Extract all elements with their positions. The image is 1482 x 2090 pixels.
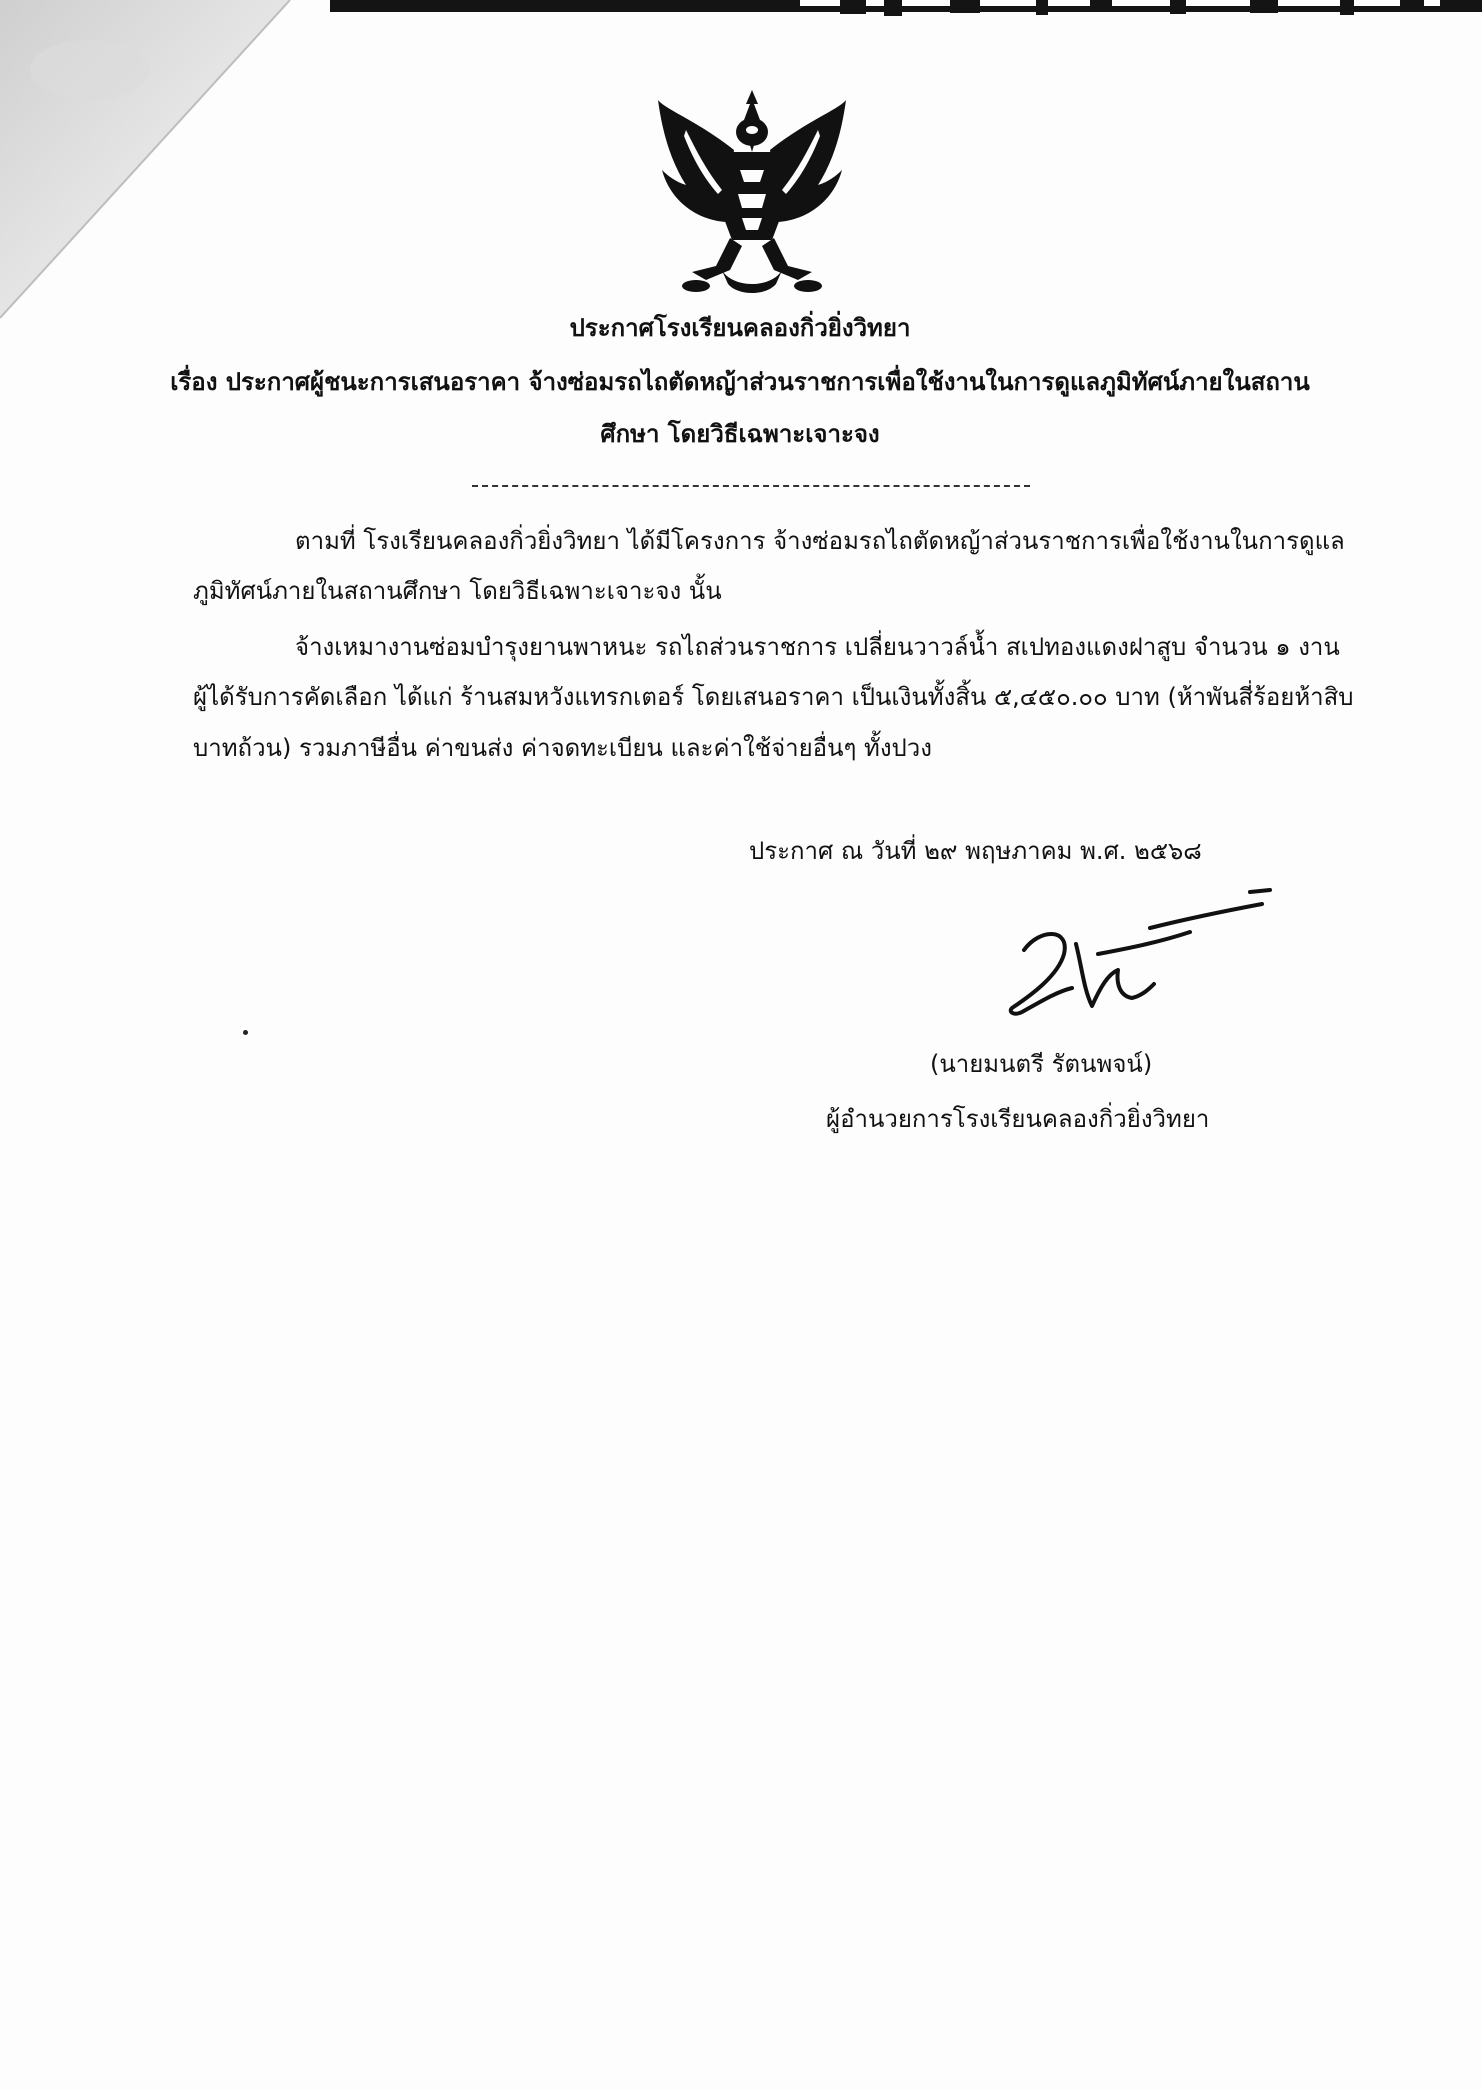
announcement-subject-line-2: ศึกษา โดยวิธีเฉพาะเจาะจง bbox=[600, 420, 880, 448]
handwritten-signature bbox=[1000, 888, 1290, 1038]
signer-title: ผู้อำนวยการโรงเรียนคลองกิ่วยิ่งวิทยา bbox=[826, 1105, 1210, 1133]
paragraph-1-line-1: ตามที่ โรงเรียนคลองกิ่วยิ่งวิทยา ได้มีโครงการ จ้างซ่อมรถไถตัดหญ้าส่วนราชการเพื่อใช้งานในการดูแล bbox=[295, 527, 1345, 555]
scan-speck bbox=[243, 1030, 248, 1035]
paragraph-2-line-1: จ้างเหมางานซ่อมบำรุงยานพาหนะ รถไถส่วนราชการ เปลี่ยนวาวล์น้ำ สเปทองแดงฝาสูบ จำนวน ๑ งาน bbox=[295, 633, 1340, 661]
folded-corner-shadow bbox=[0, 0, 330, 330]
paragraph-2-line-3: บาทถ้วน) รวมภาษีอื่น ค่าขนส่ง ค่าจดทะเบียน และค่าใช้จ่ายอื่นๆ ทั้งปวง bbox=[193, 734, 932, 762]
scan-edge-marks bbox=[800, 0, 1440, 16]
separator-rule bbox=[472, 485, 1030, 487]
paragraph-2-line-2: ผู้ได้รับการคัดเลือก ได้แก่ ร้านสมหวังแทรกเตอร์ โดยเสนอราคา เป็นเงินทั้งสิ้น ๕,๔๕๐.๐๐ บาท (ห้าพันสี่ร้อยห้าสิบ bbox=[193, 683, 1354, 711]
announcement-subject-line-1: เรื่อง ประกาศผู้ชนะการเสนอราคา จ้างซ่อมรถไถตัดหญ้าส่วนราชการเพื่อใช้งานในการดูแลภูมิทัศน์ภายในสถาน bbox=[170, 368, 1310, 396]
signer-name: (นายมนตรี รัตนพจน์) bbox=[930, 1050, 1153, 1078]
announcement-heading: ประกาศโรงเรียนคลองกิ่วยิ่งวิทยา bbox=[569, 314, 911, 342]
paragraph-1-line-2: ภูมิทัศน์ภายในสถานศึกษา โดยวิธีเฉพาะเจาะจง นั้น bbox=[193, 577, 722, 605]
announcement-date: ประกาศ ณ วันที่ ๒๙ พฤษภาคม พ.ศ. ๒๕๖๘ bbox=[749, 837, 1202, 865]
garuda-emblem-icon bbox=[656, 90, 848, 300]
